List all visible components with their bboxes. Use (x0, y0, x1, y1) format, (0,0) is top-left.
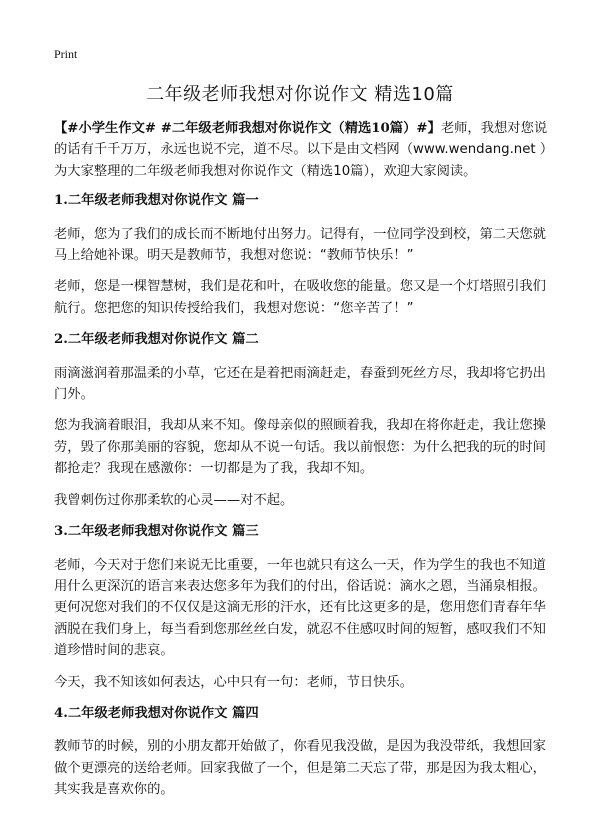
section-heading: 2.二年级老师我想对你说作文 篇二 (54, 332, 259, 348)
section-heading: 4.二年级老师我想对你说作文 篇四 (54, 705, 259, 721)
section-paragraph: 老师，您是一棵智慧树，我们是花和叶，在吸收您的能量。您又是一个灯塔照引我们航行。您把您的知识传授给我们，我想对您说：“您辛苦了！” (54, 279, 546, 316)
section-heading: 3.二年级老师我想对你说作文 篇三 (54, 524, 259, 540)
section-paragraph: 您为我滴着眼泪，我却从来不知。像母亲似的照顾着我，我却在将你赶走，我让您操劳，毁了你那美丽的容貌，您却从不说一句话。我以前恨您：为什么把我的玩的时间都抢走？我现在感激你：一切都是为了我，我却不知。 (54, 418, 546, 477)
article-body (54, 118, 548, 811)
section-3 (54, 521, 548, 693)
section-paragraph: 今天，我不知该如何表达，心中只有一句：老师，节日快乐。 (54, 674, 414, 690)
section-paragraph: 雨滴滋润着那温柔的小草，它还在是着把雨滴赶走，春蚕到死丝方尽，我却将它扔出门外。 (54, 365, 546, 403)
section-heading: 1.二年级老师我想对你说作文 篇一 (54, 193, 259, 209)
section-1 (54, 190, 548, 319)
intro-lead: 【#小学生作文# #二年级老师我想对你说作文（精选10篇）#】 (54, 121, 441, 136)
section-2 (54, 329, 548, 511)
section-paragraph: 我曾刺伤过你那柔软的心灵——对不起。 (54, 492, 294, 508)
intro-text: 老师，我想对您说的话有千千万万，永远也说不完，道不尽。以下是由文档网（www.wendang.net ）为大家整理的二年级老师我想对你说作文（精选10篇），欢迎大家阅读。 (54, 121, 548, 179)
section-paragraph: 老师，您为了我们的成长而不断地付出努力。记得有，一位同学没到校，第二天您就马上给她补课。明天是教师节，我想对您说：“教师节快乐！” (54, 226, 546, 264)
section-paragraph: 老师，今天对于您们来说无比重要，一年也就只有这么一天，作为学生的我也不知道用什么更深沉的语言来表达您多年为我们的付出，俗话说：滴水之恩，当涌泉相报。更何况您对我们的不仅仅是这滴无形的汗水，还有比这更多的是，您用您们青春年华洒脱在我们身上，每当看到您那丝丝白发，就忍不住感叹时间的短暂，感叹我们不知道珍惜时间的悲哀。 (54, 557, 546, 659)
print-label[interactable]: Print (54, 47, 78, 61)
intro-paragraph (54, 118, 548, 182)
page-title: 二年级老师我想对你说作文 精选10篇 (146, 84, 454, 105)
section-4 (54, 703, 548, 801)
section-paragraph: 教师节的时候，别的小朋友都开始做了，你看见我没做，是因为我没带纸，我想回家做个更漂亮的送给老师。回家我做了一个，但是第二天忘了带，那是因为我太粗心，其实我是喜欢你的。 (54, 739, 546, 798)
